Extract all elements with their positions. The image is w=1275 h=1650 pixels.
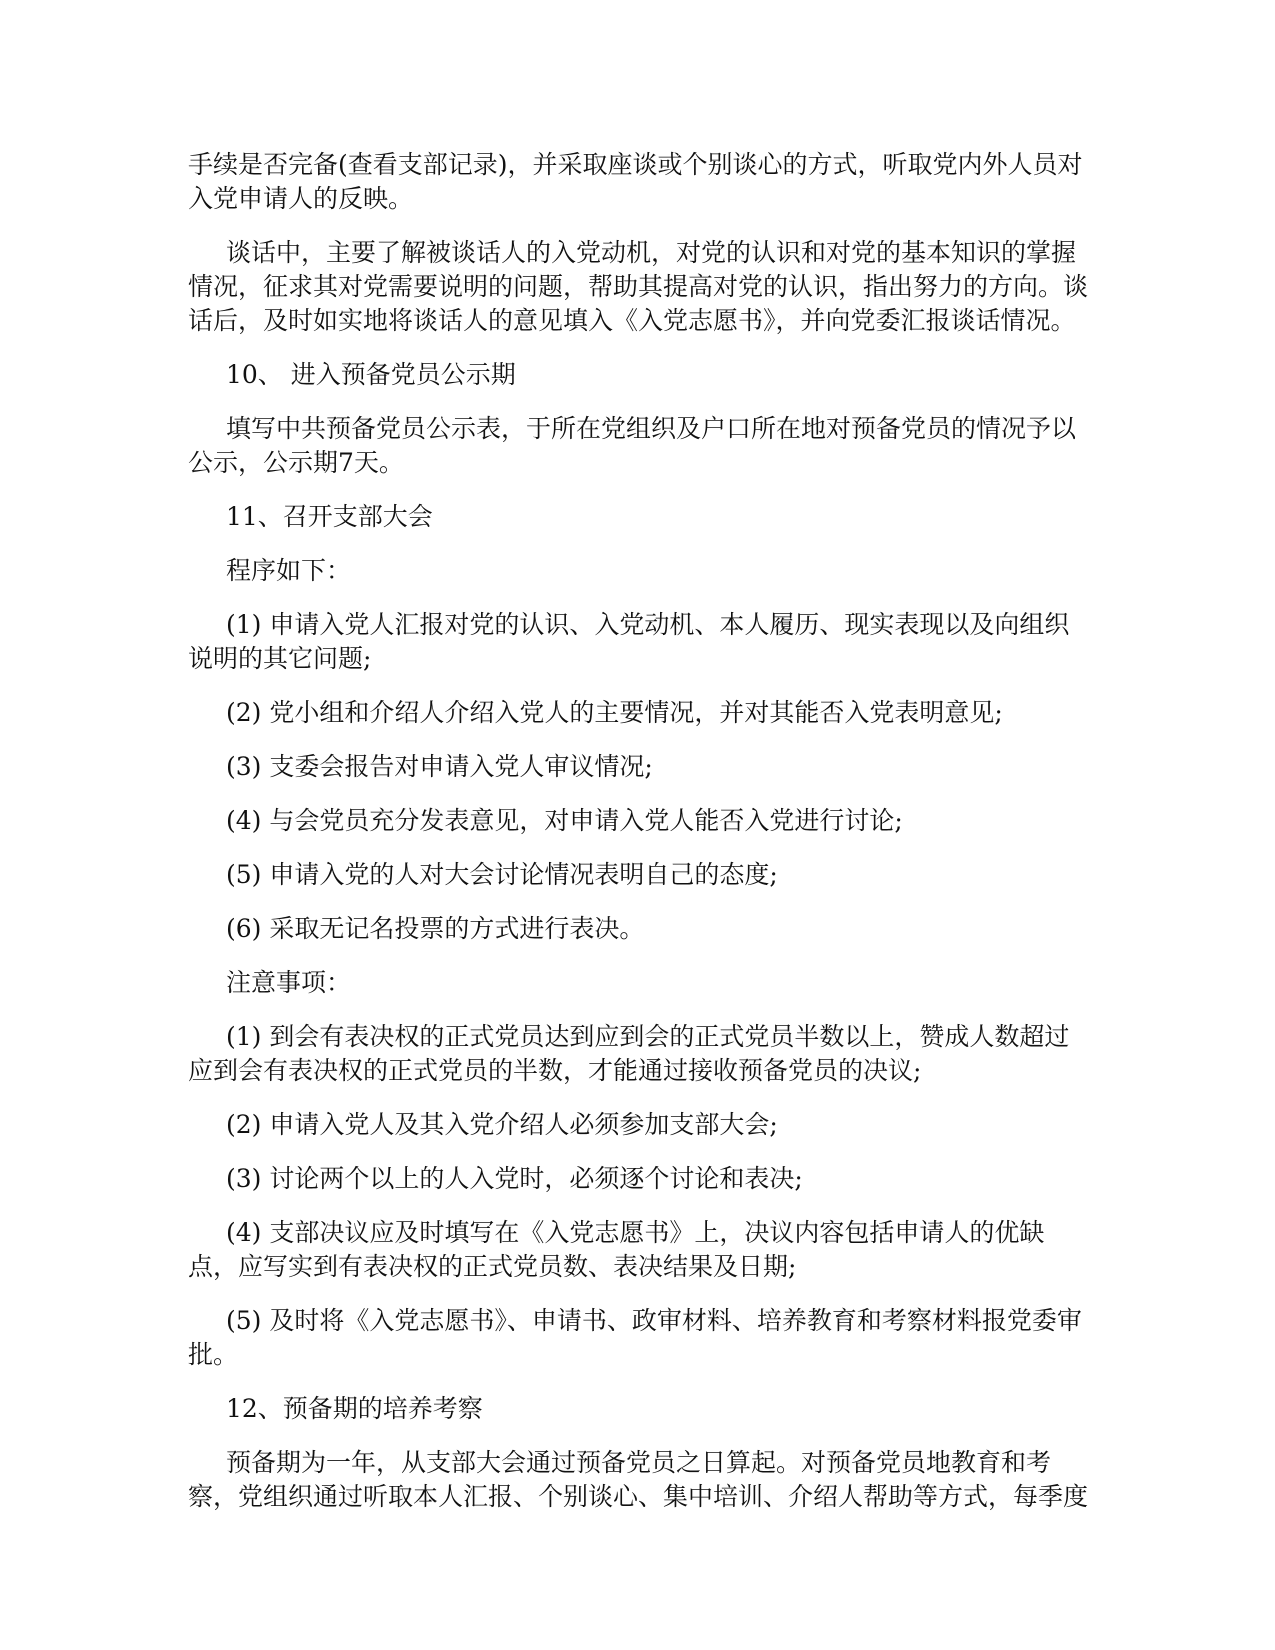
- paragraph-20: 预备期为一年，从支部大会通过预备党员之日算起。对预备党员地教育和考察，党组织通过听取本人汇报、个别谈心、集中培训、介绍人帮助等方式，每季度: [188, 1448, 1089, 1511]
- paragraph-1: 手续是否完备(查看支部记录)，并采取座谈或个别谈心的方式，听取党内外人员对入党申请人的反映。: [188, 150, 1083, 213]
- procedure-item-4: (4) 与会党员充分发表意见，对申请入党人能否入党进行讨论;: [226, 806, 903, 835]
- note-item-2: (2) 申请入党人及其入党介绍人必须参加支部大会;: [226, 1110, 778, 1139]
- note-item-5: (5) 及时将《入党志愿书》、申请书、政审材料、培养教育和考察材料报党委审批。: [188, 1306, 1082, 1369]
- notes-label: 注意事项：: [226, 968, 352, 997]
- procedure-item-2: (2) 党小组和介绍人介绍入党人的主要情况，并对其能否入党表明意见;: [226, 698, 1003, 727]
- section-heading-12: 12、预备期的培养考察: [226, 1394, 483, 1423]
- procedure-item-6: (6) 采取无记名投票的方式进行表决。: [226, 914, 645, 943]
- section-heading-10: 10、 进入预备党员公示期: [226, 360, 516, 389]
- procedure-item-3: (3) 支委会报告对申请入党人审议情况;: [226, 752, 653, 781]
- note-item-4: (4) 支部决议应及时填写在《入党志愿书》上，决议内容包括申请人的优缺点，应写实到有表决权的正式党员数、表决结果及日期;: [188, 1218, 1045, 1281]
- section-heading-11: 11、召开支部大会: [226, 502, 433, 531]
- procedure-item-1: (1) 申请入党人汇报对党的认识、入党动机、本人履历、现实表现以及向组织说明的其它问题;: [188, 610, 1070, 673]
- procedure-label: 程序如下：: [226, 556, 352, 585]
- note-item-3: (3) 讨论两个以上的人入党时，必须逐个讨论和表决;: [226, 1164, 803, 1193]
- paragraph-4: 填写中共预备党员公示表，于所在党组织及户口所在地对预备党员的情况予以公示，公示期7天。: [188, 414, 1077, 477]
- procedure-item-5: (5) 申请入党的人对大会讨论情况表明自己的态度;: [226, 860, 778, 889]
- note-item-1: (1) 到会有表决权的正式党员达到应到会的正式党员半数以上，赞成人数超过应到会有表决权的正式党员的半数，才能通过接收预备党员的决议;: [188, 1022, 1070, 1085]
- paragraph-2: 谈话中，主要了解被谈话人的入党动机，对党的认识和对党的基本知识的掌握情况，征求其对党需要说明的问题，帮助其提高对党的认识，指出努力的方向。谈话后，及时如实地将谈话人的意见填入《入党志愿书》，并向党委汇报谈话情况。: [188, 238, 1089, 335]
- document-page: [188, 148, 1088, 1534]
